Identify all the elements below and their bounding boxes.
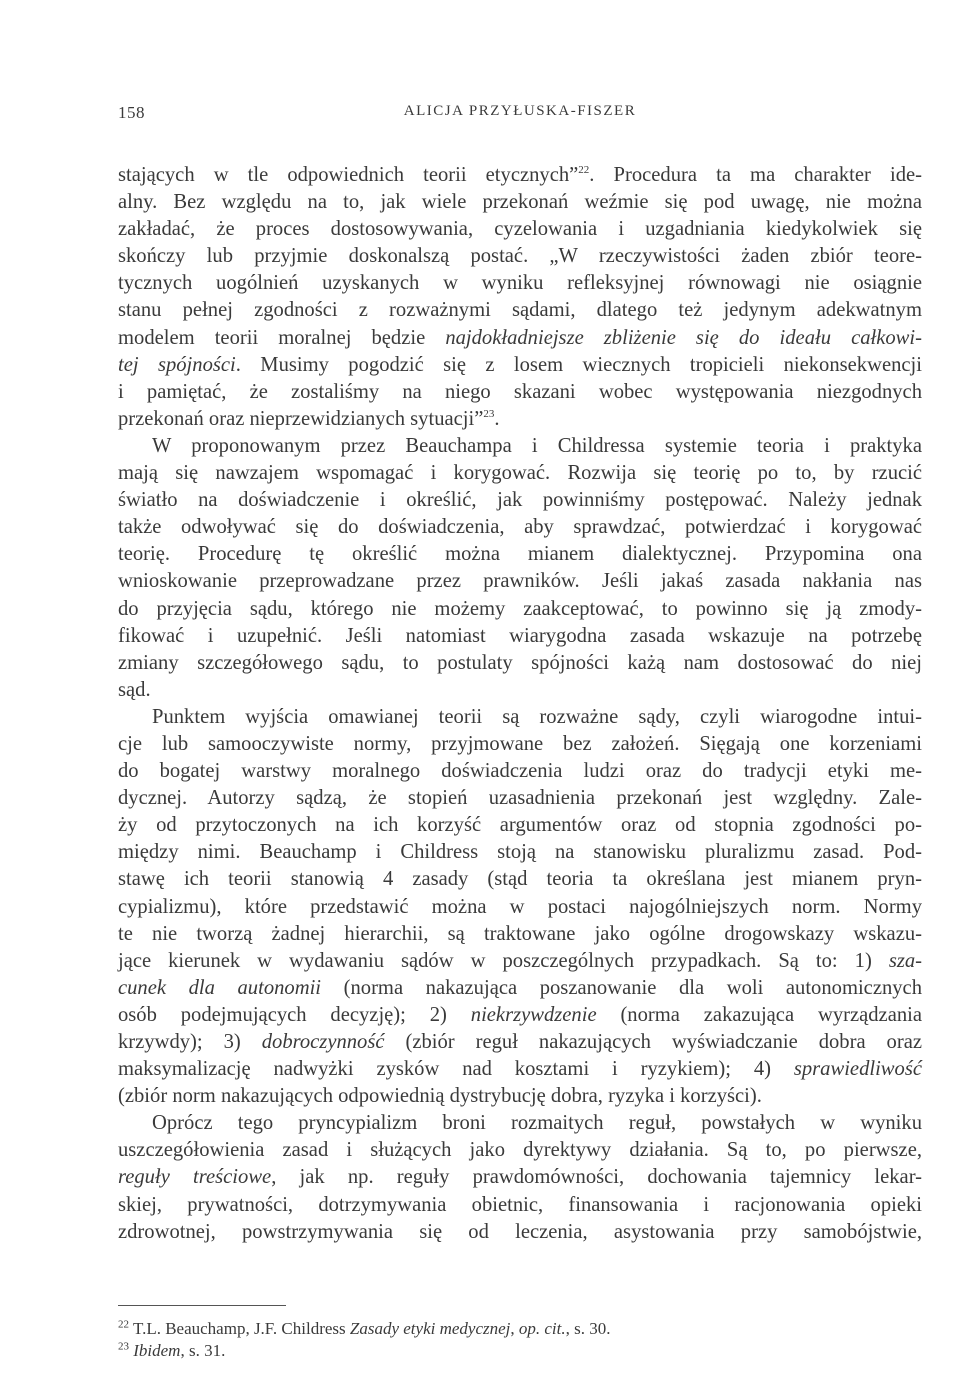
text-line: cypializmu), które przedstawić można w postaci najogólniejszych norm. Normy (118, 895, 922, 918)
text-line: i pamiętać, że zostaliśmy na niego skazani wobec występowania niezgodnych (118, 380, 922, 403)
text-line: cunek dla autonomii (norma nakazująca poszanowanie dla woli autonomicznych (118, 976, 922, 999)
text-line: mają się nawzajem wspomagać i korygować. Rozwija się teorię po to, by rzucić (118, 462, 922, 485)
text-line: te nie tworzą żadnej hierarchii, są traktowane jako ogólne drogowskazy wskazu- (118, 922, 922, 945)
text-line: zakładać, że proces dostosowywania, cyzelowania i uzgadniania kiedykolwiek się (118, 218, 922, 241)
text-line: także odwoływać się do doświadczenia, aby sprawdzać, potwierdzać i korygować (118, 516, 922, 539)
body-text (118, 162, 922, 1246)
text-line: stających w tle odpowiednich teorii etycznych”$^{22}$. Procedura ta ma charakter ide- (118, 164, 922, 186)
text-line: alny. Bez względu na to, jak wiele przekonań weźmie się pod uwagę, nie można (118, 191, 922, 214)
text-line: dycznej. Autorzy sądzą, że stopień uzasadnienia przekonań jest względny. Zale- (118, 787, 922, 810)
text-line: ży od przytoczonych na ich korzyść argumentów oraz od stopnia zgodności po- (118, 814, 922, 837)
text-line: (zbiór norm nakazujących odpowiednią dystrybucję dobra, ryzyka i korzyści). (118, 1085, 762, 1108)
text-line: osób podejmujących decyzję); 2) niekrzywdzenie (norma zakazująca wyrządzania (118, 1003, 922, 1026)
text-line: reguły treściowe, jak np. reguły prawdomówności, dochowania tajemnicy lekar- (118, 1166, 923, 1189)
text-line: Punktem wyjścia omawianej teorii są rozważne sądy, czyli wiarogodne intui- (152, 705, 922, 728)
text-line: światło na doświadczenie i określić, jak powinniśmy postępować. Należy jednak (118, 489, 922, 512)
text-line: fikować i uzupełnić. Jeśli natomiast wiarygodna zasada wskazuje na potrzebę (118, 624, 922, 647)
text-line: uszczegółowienia zasad i służących jako dyrektywy działania. Są to, po pierwsze, (118, 1139, 922, 1162)
text-line: jące kierunek w wydawaniu sądów w poszczególnych przypadkach. Są to: 1) sza- (118, 949, 922, 972)
text-line: krzywdy); 3) dobroczynność (zbiór reguł nakazujących wyświadczanie dobra oraz (118, 1031, 922, 1053)
text-line: tycznych uogólnień uzyskanych w wyniku refleksyjnej równowagi nie osiągnie (118, 272, 922, 295)
text-line: wnioskowanie przeprowadzane przez prawników. Jeśli jakaś zasada nakłania nas (118, 570, 922, 593)
text-line: skiej, prywatności, dotrzymywania obietnic, finansowania i racjonowania opieki (118, 1193, 922, 1216)
text-line: do przyjęcia sądu, którego nie możemy zaakceptować, to powinno się ją zmody- (118, 597, 922, 620)
text-line: Oprócz tego pryncypializm broni rozmaitych reguł, powstałych w wyniku (152, 1112, 922, 1135)
text-line: maksymalizację nadwyżki zysków nad kosztami i ryzykiem); 4) sprawiedliwość (118, 1058, 922, 1081)
text-line: zmiany szczegółowego sądu, to postulaty spójności każą nam dostosować do niej (118, 651, 922, 674)
text-line: zdrowotnej, powstrzymywania się od leczenia, asystowania przy samobójstwie, (118, 1220, 922, 1243)
text-line: modelem teorii moralnej będzie najdokładniejsze zbliżenie się do ideału całkowi- (118, 326, 922, 349)
footnotes (118, 1318, 922, 1362)
text-line: tej spójności. Musimy pogodzić się z losem wiecznych tropicieli niekonsekwencji (118, 353, 922, 376)
text-line: sąd. (118, 678, 151, 701)
text-line: do bogatej warstwy moralnego doświadczenia ludzi oraz do tradycji etyki me- (118, 760, 922, 783)
page-header (118, 103, 922, 133)
running-head: ALICJA PRZYŁUSKA-FISZER (403, 103, 637, 119)
footnote: $^{23}$ Ibidem, s. 31. (118, 1340, 226, 1360)
text-line: stanu pełnej zgodności z rozważnymi sądami, dlatego też jedynym adekwatnym (118, 299, 922, 322)
footnote-divider (118, 1305, 286, 1306)
page-number: 158 (118, 103, 145, 122)
text-line: W proponowanym przez Beauchampa i Childressa systemie teoria i praktyka (152, 434, 922, 457)
footnote: $^{22}$ T.L. Beauchamp, J.F. Childress Zasady etyki medycznej, op. cit., s. 30. (118, 1318, 611, 1338)
text-line: między nimi. Beauchamp i Childress stoją na stanowisku pluralizmu zasad. Pod- (118, 841, 922, 864)
text-line: cje lub samooczywiste normy, przyjmowane bez założeń. Sięgają one korzeniami (118, 732, 922, 755)
text-line: przekonań oraz nieprzewidzianych sytuacji”$^{23}$. (118, 407, 500, 430)
text-line: teorię. Procedurę tę określić można mianem dialektycznej. Przypomina ona (118, 543, 922, 566)
text-line: stawę ich teorii stanowią 4 zasady (stąd teoria ta określana jest mianem pryn- (118, 868, 922, 891)
text-line: skończy lub przyjmie doskonalszą postać. „W rzeczywistości żaden zbiór teore- (118, 245, 922, 268)
